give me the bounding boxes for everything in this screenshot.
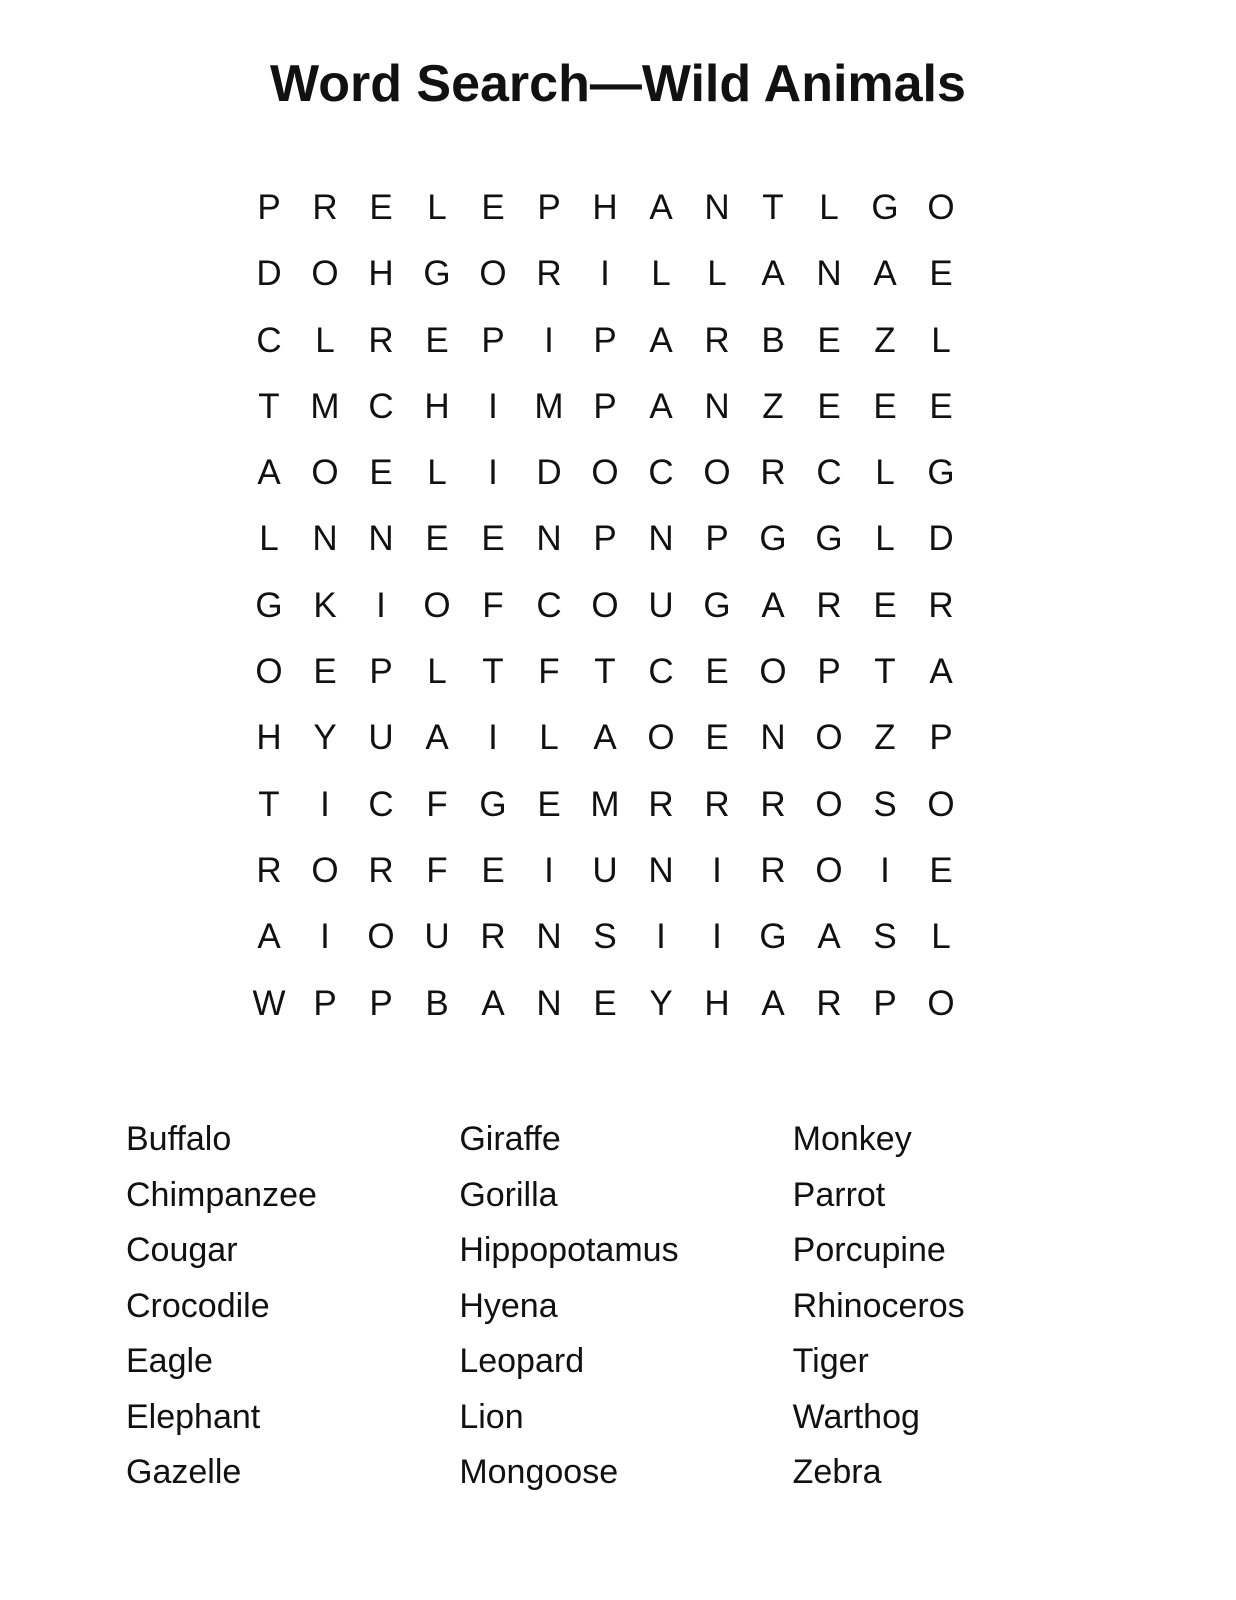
grid-letter: H [424, 386, 450, 426]
grid-letter: E [425, 320, 449, 360]
grid-letter: N [816, 254, 842, 294]
grid-letter: C [816, 453, 842, 493]
grid-letter: E [705, 718, 729, 758]
grid-letter: O [255, 652, 283, 692]
grid-letter: F [538, 652, 560, 692]
grid-letter: R [816, 585, 842, 625]
grid-letter: O [311, 850, 339, 890]
word-list-item: Porcupine [792, 1231, 946, 1269]
grid-letter: G [255, 585, 283, 625]
grid-letter: F [482, 585, 504, 625]
grid-letter: U [648, 585, 674, 625]
grid-letter: A [761, 254, 785, 294]
grid-letter: A [649, 188, 673, 227]
grid-letter: T [594, 652, 616, 692]
grid-letter: A [761, 983, 785, 1023]
grid-letter: L [259, 519, 279, 559]
grid-letter: C [368, 386, 394, 426]
word-list-item: Elephant [126, 1397, 261, 1436]
grid-letter: I [656, 917, 666, 957]
grid-letter: B [761, 320, 785, 360]
grid-letter: R [704, 784, 730, 824]
grid-letter: N [704, 188, 730, 227]
grid-letter: L [931, 917, 951, 957]
grid-letter: D [256, 254, 282, 294]
grid-row [241, 449, 969, 515]
grid-letter: E [817, 386, 841, 426]
grid-letter: T [874, 652, 896, 692]
grid-letter: W [252, 983, 286, 1023]
grid-letter: R [816, 983, 842, 1023]
grid-letter: G [871, 188, 899, 227]
grid-letter: N [760, 718, 786, 758]
grid-letter: G [759, 519, 787, 559]
grid-letter: I [320, 784, 330, 824]
grid-letter: A [649, 320, 673, 360]
grid-letter: E [369, 453, 393, 493]
grid-letter: M [590, 784, 620, 824]
grid-letter: L [875, 519, 895, 559]
grid-letter: U [368, 718, 394, 758]
grid-letter: E [481, 519, 505, 559]
grid-row [241, 648, 969, 714]
grid-letter: E [817, 320, 841, 360]
grid-letter: N [648, 850, 674, 890]
grid-row [241, 913, 969, 979]
grid-letter: H [256, 718, 282, 758]
grid-letter: R [312, 188, 338, 227]
grid-letter: O [591, 585, 619, 625]
grid-letter: O [647, 718, 675, 758]
word-list-item: Cougar [126, 1231, 238, 1269]
grid-letter: A [761, 585, 785, 625]
grid-letter: A [649, 386, 673, 426]
grid-letter: I [320, 917, 330, 957]
grid-letter: I [488, 453, 498, 493]
grid-row [241, 847, 969, 913]
word-column [459, 1112, 792, 1501]
grid-letter: D [536, 453, 562, 493]
grid-letter: R [368, 850, 394, 890]
grid-letter: N [536, 983, 562, 1023]
word-list-item: Parrot [792, 1175, 886, 1214]
word-list-item: Gorilla [459, 1175, 558, 1214]
grid-letter: L [315, 320, 335, 360]
grid-letter: I [712, 917, 722, 957]
grid-letter: P [369, 983, 393, 1023]
grid-letter: Z [762, 386, 784, 426]
letter-grid [241, 184, 969, 1046]
grid-letter: E [929, 850, 953, 890]
grid-letter: R [704, 320, 730, 360]
grid-letter: H [592, 188, 618, 227]
grid-letter: I [600, 254, 610, 294]
grid-letter: A [817, 917, 841, 957]
word-list [126, 1112, 1126, 1501]
grid-letter: I [880, 850, 890, 890]
word-list-item: Rhinoceros [792, 1286, 965, 1325]
grid-letter: C [648, 453, 674, 493]
grid-letter: P [481, 320, 505, 360]
grid-letter: O [479, 254, 507, 294]
grid-letter: G [479, 784, 507, 824]
grid-letter: I [376, 585, 386, 625]
page-title: Word Search—Wild Animals [270, 55, 966, 113]
grid-letter: U [424, 917, 450, 957]
grid-letter: O [311, 254, 339, 294]
grid-letter: P [873, 983, 897, 1023]
grid-letter: T [258, 784, 280, 824]
grid-letter: G [815, 519, 843, 559]
grid-letter: E [929, 386, 953, 426]
grid-letter: A [929, 652, 953, 692]
grid-letter: F [426, 850, 448, 890]
grid-letter: C [648, 652, 674, 692]
grid-letter: E [593, 983, 617, 1023]
grid-row [241, 250, 969, 316]
grid-letter: I [712, 850, 722, 890]
grid-letter: E [873, 386, 897, 426]
grid-letter: B [425, 983, 449, 1023]
grid-letter: P [817, 652, 841, 692]
grid-row [241, 515, 969, 581]
word-list-item: Gazelle [126, 1453, 242, 1491]
grid-letter: K [313, 585, 337, 625]
grid-letter: L [427, 188, 447, 227]
grid-letter: M [534, 386, 564, 426]
grid-letter: S [873, 917, 897, 957]
grid-letter: P [593, 320, 617, 360]
grid-letter: G [927, 453, 955, 493]
grid-letter: G [703, 585, 731, 625]
word-list-item: Giraffe [459, 1120, 561, 1158]
grid-letter: T [258, 386, 280, 426]
word-column [126, 1112, 459, 1501]
grid-letter: I [488, 718, 498, 758]
grid-letter: L [651, 254, 671, 294]
grid-letter: D [928, 519, 954, 559]
grid-letter: A [481, 983, 505, 1023]
grid-letter: O [927, 188, 955, 227]
grid-letter: O [815, 784, 843, 824]
word-list-item: Warthog [792, 1397, 920, 1436]
grid-letter: O [815, 850, 843, 890]
grid-row [241, 781, 969, 847]
grid-letter: A [257, 453, 281, 493]
grid-letter: G [423, 254, 451, 294]
grid-letter: O [423, 585, 451, 625]
grid-letter: S [873, 784, 897, 824]
grid-letter: R [760, 453, 786, 493]
grid-letter: N [704, 386, 730, 426]
grid-letter: F [426, 784, 448, 824]
grid-letter: L [819, 188, 839, 227]
grid-letter: A [257, 917, 281, 957]
grid-letter: C [368, 784, 394, 824]
grid-letter: E [929, 254, 953, 294]
word-list-item: Monkey [792, 1120, 912, 1158]
grid-letter: I [488, 386, 498, 426]
grid-letter: P [537, 188, 561, 227]
grid-letter: O [591, 453, 619, 493]
grid-letter: U [592, 850, 618, 890]
word-list-item: Lion [459, 1397, 524, 1436]
grid-letter: R [256, 850, 282, 890]
grid-letter: Y [649, 983, 673, 1023]
grid-letter: O [815, 718, 843, 758]
grid-letter: N [368, 519, 394, 559]
grid-letter: O [927, 784, 955, 824]
grid-letter: L [875, 453, 895, 493]
word-list-item: Eagle [126, 1342, 213, 1380]
grid-letter: E [369, 188, 393, 227]
grid-letter: R [536, 254, 562, 294]
grid-letter: R [648, 784, 674, 824]
grid-letter: O [311, 453, 339, 493]
grid-letter: L [427, 652, 447, 692]
grid-letter: C [536, 585, 562, 625]
grid-letter: R [928, 585, 954, 625]
grid-letter: G [759, 917, 787, 957]
grid-letter: E [873, 585, 897, 625]
grid-letter: P [593, 519, 617, 559]
grid-letter: R [760, 850, 786, 890]
grid-letter: E [705, 652, 729, 692]
grid-letter: T [482, 652, 504, 692]
grid-row [241, 184, 969, 250]
grid-letter: N [648, 519, 674, 559]
grid-letter: Y [313, 718, 337, 758]
grid-letter: P [369, 652, 393, 692]
grid-letter: P [313, 983, 337, 1023]
grid-letter: R [368, 320, 394, 360]
word-list-item: Zebra [792, 1453, 882, 1491]
grid-letter: N [536, 917, 562, 957]
grid-letter: Z [874, 718, 896, 758]
grid-letter: A [593, 718, 617, 758]
grid-letter: R [760, 784, 786, 824]
word-list-item: Hyena [459, 1286, 558, 1325]
grid-letter: O [367, 917, 395, 957]
grid-letter: Z [874, 320, 896, 360]
grid-letter: I [544, 320, 554, 360]
grid-letter: P [593, 386, 617, 426]
grid-letter: I [544, 850, 554, 890]
grid-letter: H [368, 254, 394, 294]
grid-letter: C [256, 320, 282, 360]
grid-row [241, 980, 969, 1046]
word-list-item: Chimpanzee [126, 1175, 317, 1214]
grid-letter: P [705, 519, 729, 559]
grid-row [241, 714, 969, 780]
word-list-item: Crocodile [126, 1286, 270, 1325]
grid-letter: A [425, 718, 449, 758]
grid-letter: O [759, 652, 787, 692]
grid-letter: L [539, 718, 559, 758]
grid-letter: T [762, 188, 784, 227]
word-column [793, 1112, 1126, 1501]
grid-row [241, 383, 969, 449]
word-list-item: Hippopotamus [459, 1231, 679, 1269]
grid-letter: E [481, 188, 505, 227]
grid-letter: A [873, 254, 897, 294]
grid-letter: M [310, 386, 340, 426]
grid-letter: P [929, 718, 953, 758]
word-list-item: Leopard [459, 1342, 585, 1380]
grid-letter: L [707, 254, 727, 294]
grid-row [241, 582, 969, 648]
grid-letter: L [931, 320, 951, 360]
grid-row [241, 317, 969, 383]
word-list-item: Mongoose [459, 1453, 619, 1491]
grid-letter: O [927, 983, 955, 1023]
word-list-item: Buffalo [126, 1120, 232, 1158]
grid-letter: S [593, 917, 617, 957]
grid-letter: N [312, 519, 338, 559]
grid-letter: P [257, 188, 281, 227]
grid-letter: E [537, 784, 561, 824]
grid-letter: E [313, 652, 337, 692]
grid-letter: L [427, 453, 447, 493]
grid-letter: R [480, 917, 506, 957]
grid-letter: E [425, 519, 449, 559]
word-list-item: Tiger [792, 1342, 869, 1380]
grid-letter: N [536, 519, 562, 559]
grid-letter: H [704, 983, 730, 1023]
grid-letter: E [481, 850, 505, 890]
grid-letter: O [703, 453, 731, 493]
